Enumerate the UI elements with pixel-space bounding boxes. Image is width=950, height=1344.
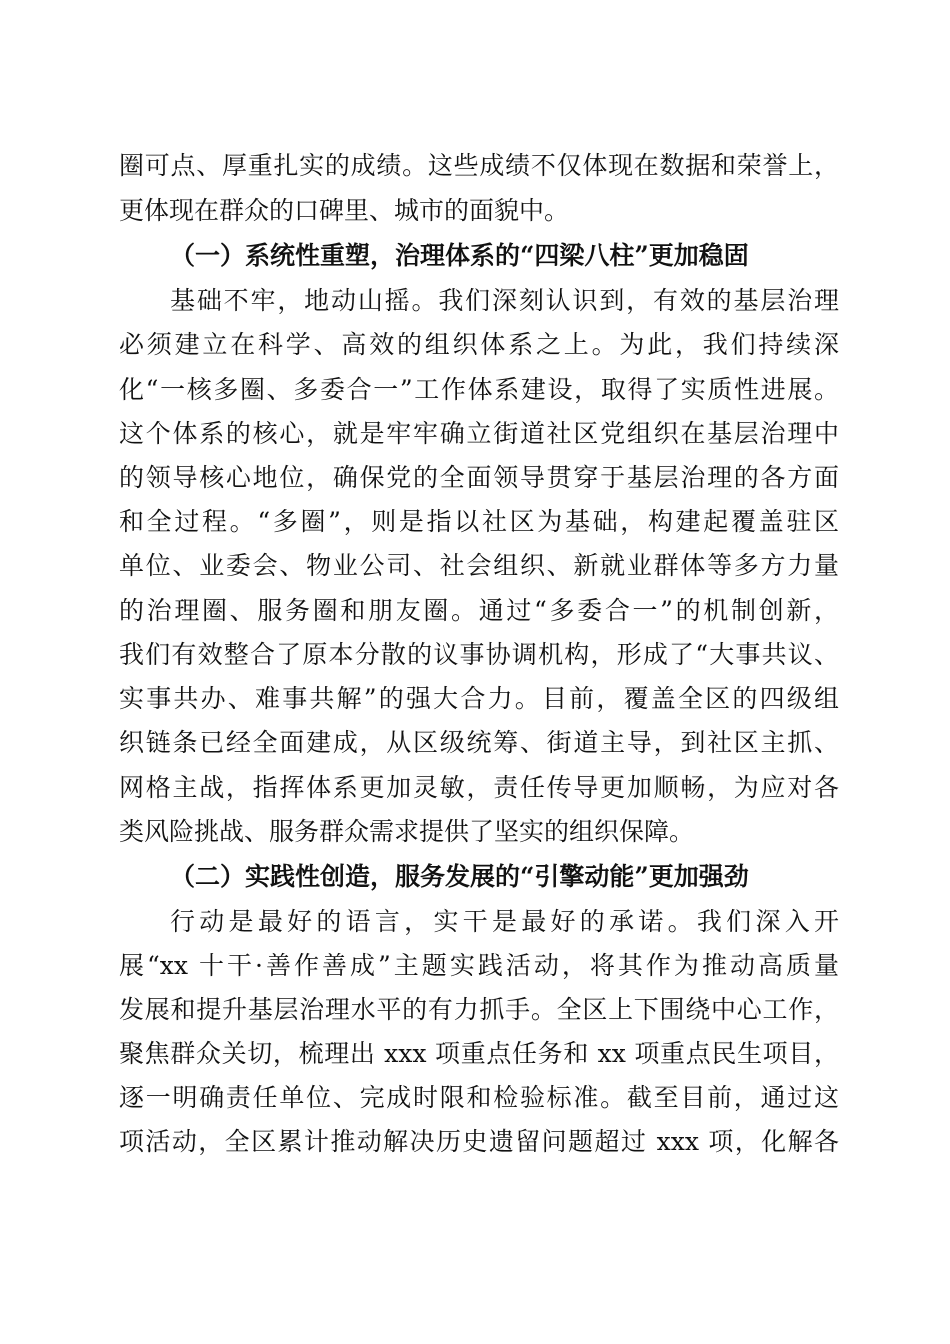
paragraph-line: 和全过程。“多圈”，则是指以社区为基础，构建起覆盖驻区	[119, 507, 839, 536]
paragraph-line: 聚焦群众关切，梳理出 xxx 项重点任务和 xx 项重点民生项目，	[119, 1039, 839, 1068]
paragraph-line: 这个体系的核心，就是牢牢确立街道社区党组织在基层治理中	[119, 419, 839, 448]
paragraph-line: 圈可点、厚重扎实的成绩。这些成绩不仅体现在数据和荣誉上，	[119, 151, 839, 180]
paragraph-line: 必须建立在科学、高效的组织体系之上。为此，我们持续深	[119, 330, 839, 359]
paragraph-line: 基础不牢，地动山摇。我们深刻认识到，有效的基层治理	[170, 286, 839, 315]
paragraph-line: 更体现在群众的口碑里、城市的面貌中。	[119, 196, 570, 225]
paragraph-line: 行动是最好的语言，实干是最好的承诺。我们深入开	[170, 907, 839, 936]
section-heading: （二）实践性创造，服务发展的“引擎动能”更加强劲	[170, 862, 749, 891]
paragraph-line: 展“xx 十干·善作善成”主题实践活动，将其作为推动高质量	[119, 951, 839, 980]
paragraph-line: 网格主战，指挥体系更加灵敏，责任传导更加顺畅，为应对各	[119, 773, 839, 802]
paragraph-line: 单位、业委会、物业公司、社会组织、新就业群体等多方力量	[119, 551, 839, 580]
paragraph-line: 项活动，全区累计推动解决历史遗留问题超过 xxx 项，化解各	[119, 1127, 839, 1156]
paragraph-line: 逐一明确责任单位、完成时限和检验标准。截至目前，通过这	[119, 1083, 839, 1112]
section-heading: （一）系统性重塑，治理体系的“四梁八柱”更加稳固	[170, 241, 749, 270]
paragraph-line: 实事共办、难事共解”的强大合力。目前，覆盖全区的四级组	[119, 684, 839, 713]
paragraph-line: 织链条已经全面建成，从区级统筹、街道主导，到社区主抓、	[119, 728, 839, 757]
paragraph-line: 发展和提升基层治理水平的有力抓手。全区上下围绕中心工作，	[119, 995, 839, 1024]
paragraph-line: 类风险挑战、服务群众需求提供了坚实的组织保障。	[119, 817, 695, 846]
paragraph-line: 化“一核多圈、多委合一”工作体系建设，取得了实质性进展。	[119, 375, 839, 404]
paragraph-line: 的治理圈、服务圈和朋友圈。通过“多委合一”的机制创新，	[119, 596, 839, 625]
paragraph-line: 的领导核心地位，确保党的全面领导贯穿于基层治理的各方面	[119, 463, 839, 492]
paragraph-line: 我们有效整合了原本分散的议事协调机构，形成了“大事共议、	[119, 640, 839, 669]
